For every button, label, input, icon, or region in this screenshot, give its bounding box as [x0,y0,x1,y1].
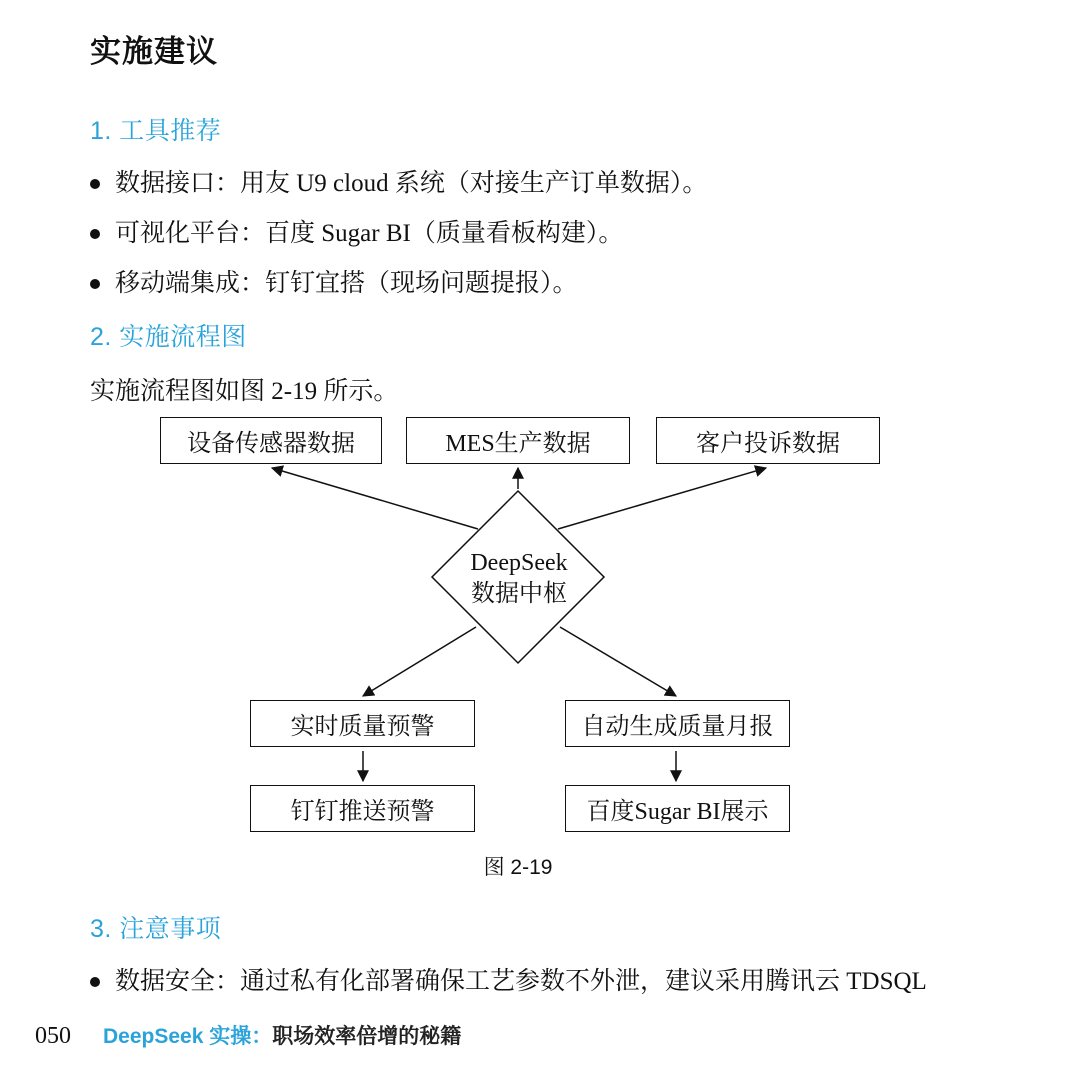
notes-bullet-list [90,965,1020,999]
flowchart [0,411,1080,883]
list-item [90,965,1020,999]
bullet-text: 移动端集成：钉钉宜搭（现场问题提报）。 [115,270,578,297]
book-brand: DeepSeek 实操： [103,1025,273,1048]
bullet-icon [90,229,100,239]
bullet-icon [90,179,100,189]
list-item [90,217,1020,251]
arrow-hub-to-report [560,627,676,696]
figure-intro-text: 实施流程图如图 2-19 所示。 [90,378,399,405]
bullet-icon [90,977,100,987]
section1-heading: 1. 工具推荐 [90,117,222,145]
hub-label-line2: 数据中枢 [471,581,567,607]
node-monthly-report: 自动生成质量月报 [565,700,790,747]
page-number: 050 [35,1023,71,1049]
list-item [90,167,1020,201]
node-sensor-data: 设备传感器数据 [160,417,382,464]
arrow-hub-to-alert [363,627,476,696]
node-dingtalk-push: 钉钉推送预警 [250,785,475,832]
section2-heading: 2. 实施流程图 [90,323,247,351]
arrow-hub-to-complaint [558,468,766,529]
lower-content [0,909,1080,999]
upper-content [0,0,1080,409]
hub-label-line1: DeepSeek [470,550,568,576]
tool-bullet-list [90,167,1020,301]
section3-heading: 3. 注意事项 [90,915,222,943]
book-title [103,1020,461,1050]
arrow-hub-to-sensor [272,468,478,529]
book-subtitle: 职场效率倍增的秘籍 [272,1025,462,1048]
node-mes-data: MES生产数据 [406,417,630,464]
flowchart-connectors [0,411,1080,883]
node-complaint-data: 客户投诉数据 [656,417,880,464]
bullet-icon [90,279,100,289]
bullet-text: 数据安全：通过私有化部署确保工艺参数不外泄，建议采用腾讯云 TDSQL [115,968,927,995]
figure-caption: 图 2-19 [483,856,553,879]
node-deepseek-hub [433,548,605,610]
page-title: 实施建议 [90,34,218,69]
bullet-text: 可视化平台：百度 Sugar BI（质量看板构建）。 [115,220,624,247]
node-sugarbi-display: 百度Sugar BI展示 [565,785,790,832]
node-realtime-alert: 实时质量预警 [250,700,475,747]
list-item [90,267,1020,301]
bullet-text: 数据接口：用友 U9 cloud 系统（对接生产订单数据）。 [115,170,708,197]
page-footer [35,1020,461,1050]
